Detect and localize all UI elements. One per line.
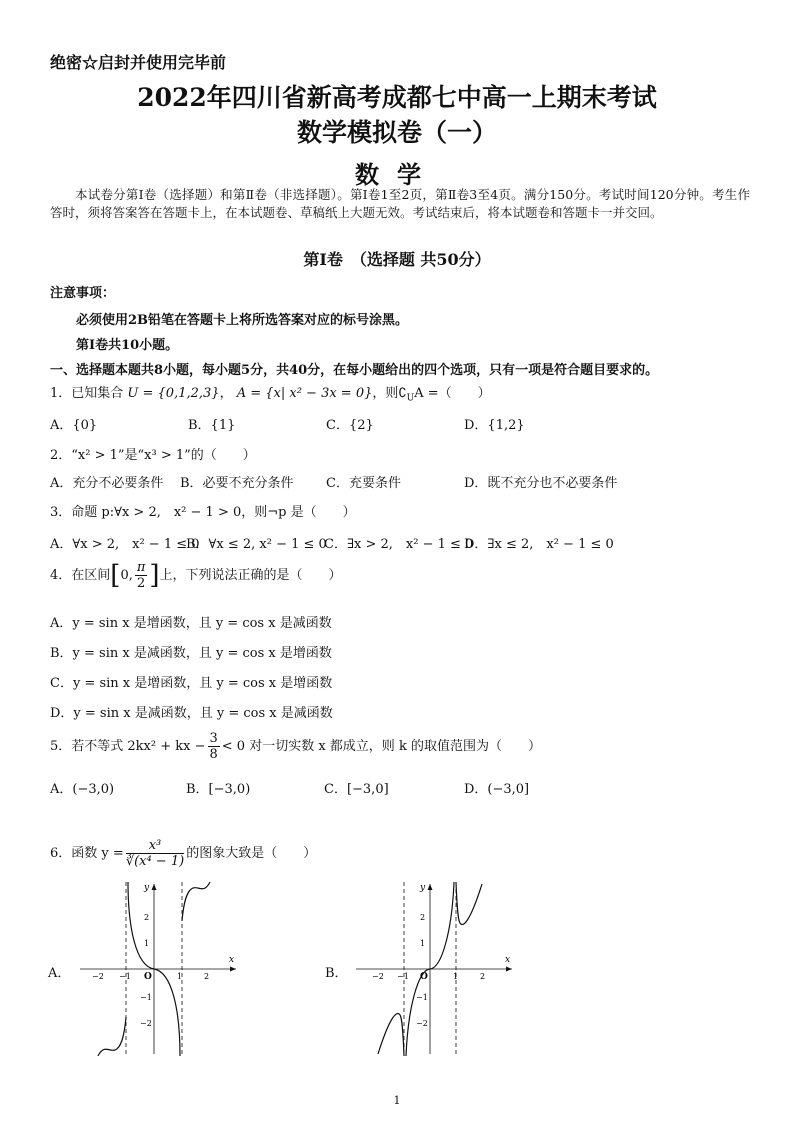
x-axis-label: x <box>229 955 235 965</box>
q1-prefix: 1．已知集合 <box>50 386 124 401</box>
q1-option-b: B．{1} <box>188 418 236 433</box>
page-number: 1 <box>393 1094 401 1107</box>
q5-prefix: 5．若不等式 2kx² + kx − <box>50 739 206 754</box>
x-axis-arrow-icon <box>230 967 236 972</box>
q3-option-b: B．∀x ≤ 2, x² − 1 ≤ 0 <box>186 537 327 552</box>
y-axis-label: y <box>420 883 426 893</box>
curve-left-branch <box>378 1013 404 1056</box>
q1-option-d: D．{1,2} <box>464 418 525 433</box>
q1-set-a: A = {x| x² − 3x = 0} <box>236 386 373 401</box>
q2-option-b: B．必要不充分条件 <box>180 476 294 491</box>
q1-option-c: C．{2} <box>326 418 374 433</box>
notice-item-1: 必须使用2B铅笔在答题卡上将所选答案对应的标号涂黑。 <box>76 313 409 328</box>
question-3: 3．命题 p:∀x > 2, x² − 1 > 0，则¬p 是（ ） <box>50 505 356 520</box>
tick-y-1: 1 <box>144 939 150 948</box>
question-2: 2．“x² > 1”是“x³ > 1”的（ ） <box>50 448 256 463</box>
q2-option-d: D．既不充分也不必要条件 <box>464 476 618 491</box>
x-axis-arrow-icon <box>506 967 512 972</box>
tick-y-2: 2 <box>420 913 426 922</box>
tick-y-1: 1 <box>420 939 426 948</box>
q3-option-a: A．∀x > 2, x² − 1 ≤ 0 <box>50 537 200 552</box>
origin-label: O <box>144 972 152 982</box>
tick-x-1: 1 <box>177 972 183 981</box>
q5-num: 3 <box>209 731 218 746</box>
q6-suffix: 的图象大致是（ ） <box>186 846 317 861</box>
q4-two: 2 <box>136 576 146 591</box>
curve-right-branch <box>456 882 482 925</box>
tick-x-2: 2 <box>204 972 210 981</box>
tick-x-neg2: −2 <box>372 972 384 981</box>
tick-x-neg2: −2 <box>92 972 104 981</box>
section-title: 第Ⅰ卷 （选择题 共50分） <box>303 250 491 269</box>
notice-item-2: 第Ⅰ卷共10小题。 <box>76 338 179 353</box>
curve-right-branch <box>182 882 210 921</box>
q4-option-d: D．y = sin x 是减函数，且 y = cos x 是减函数 <box>50 706 333 721</box>
question-5 <box>50 731 541 762</box>
y-axis-arrow-icon <box>428 884 433 890</box>
q5-option-d: D．(−3,0] <box>464 782 530 797</box>
q2-option-a: A．充分不必要条件 <box>50 476 164 491</box>
tick-y-neg1: −1 <box>416 993 428 1002</box>
q3-option-c: C．∃x > 2, x² − 1 ≤ 0 <box>324 537 474 552</box>
q4-option-c: C．y = sin x 是增函数，且 y = cos x 是增函数 <box>50 676 333 691</box>
q6-prefix: 6．函数 y = <box>50 846 124 861</box>
q4-pi: π <box>136 560 146 575</box>
q1-tail: ，则∁ <box>372 386 407 401</box>
tick-x-1: 1 <box>453 972 459 981</box>
question-6 <box>50 838 316 869</box>
q6-option-a-label: A． <box>48 966 71 981</box>
subject-title: 数学 <box>355 160 439 189</box>
tick-y-2: 2 <box>144 913 150 922</box>
y-axis-arrow-icon <box>152 884 157 890</box>
question-1: 1．已知集合 U = {0,1,2,3}， A = {x| x² − 3x = 0}，则$∁_UA$ =（ ） <box>50 386 491 404</box>
exam-subtitle: 数学模拟卷（一） <box>296 118 497 147</box>
q4-option-b: B．y = sin x 是减函数，且 y = cos x 是增函数 <box>50 646 332 661</box>
y-axis-label: y <box>144 883 150 893</box>
exam-title: 2022年四川省新高考成都七中高一上期末考试 <box>137 83 657 112</box>
q1-set-u: U = {0,1,2,3} <box>127 386 220 401</box>
question-4: 4．在区间[0, $\frac{\pi}{2}$ ]上，下列说法正确的是（ ） <box>50 560 342 591</box>
q6-num: x³ <box>126 838 184 854</box>
q1-option-a: A．{0} <box>50 418 98 433</box>
q6-option-b-label: B． <box>325 966 348 981</box>
q5-suffix: < 0 对一切实数 x 都成立，则 k 的取值范围为（ ） <box>221 739 541 754</box>
q6-graph-a <box>66 878 246 1056</box>
q6-graph-b <box>342 878 522 1056</box>
q4-suffix: 上，下列说法正确的是（ ） <box>159 568 342 583</box>
q2-option-c: C．充要条件 <box>326 476 401 491</box>
confidential-mark: 绝密☆启封并使用完毕前 <box>50 53 227 72</box>
curve-left-branch <box>98 1017 126 1056</box>
q4-interval-left: 0, <box>120 568 133 583</box>
q5-option-c: C．[−3,0] <box>324 782 389 797</box>
x-axis-label: x <box>505 955 511 965</box>
q4-prefix: 4．在区间 <box>50 568 111 583</box>
q6-den: ∛(x⁴ − 1) <box>125 854 185 869</box>
notice-heading: 注意事项： <box>50 286 116 301</box>
q4-option-a: A．y = sin x 是增函数，且 y = cos x 是减函数 <box>50 616 332 631</box>
q5-option-a: A．(−3,0) <box>50 782 115 797</box>
q3-option-d: D．∃x ≤ 2, x² − 1 ≤ 0 <box>464 537 614 552</box>
part-heading: 一、选择题本题共8小题，每小题5分，共40分，在每小题给出的四个选项，只有一项是符合题目要求的。 <box>50 363 659 378</box>
q1-tail2: A =（ ） <box>414 386 491 401</box>
exam-instructions: 本试卷分第Ⅰ卷（选择题）和第Ⅱ卷（非选择题）。第Ⅰ卷1至2页，第Ⅱ卷3至4页。满分150分。考试时间120分钟。考生作答时，须将答案答在答题卡上，在本试题卷、草稿纸上大题无效。考试结束后，将本试题卷和答题卡一并交回。 <box>50 187 750 220</box>
q5-den: 8 <box>209 747 218 762</box>
q1-tail-sub: U <box>406 393 415 404</box>
tick-x-neg1: −1 <box>119 972 131 981</box>
tick-y-neg2: −2 <box>140 1019 152 1028</box>
tick-y-neg2: −2 <box>416 1019 428 1028</box>
q5-option-b: B．[−3,0) <box>186 782 251 797</box>
tick-x-2: 2 <box>480 972 486 981</box>
tick-y-neg1: −1 <box>140 993 152 1002</box>
origin-label: O <box>420 972 428 982</box>
tick-x-neg1: −1 <box>397 972 409 981</box>
